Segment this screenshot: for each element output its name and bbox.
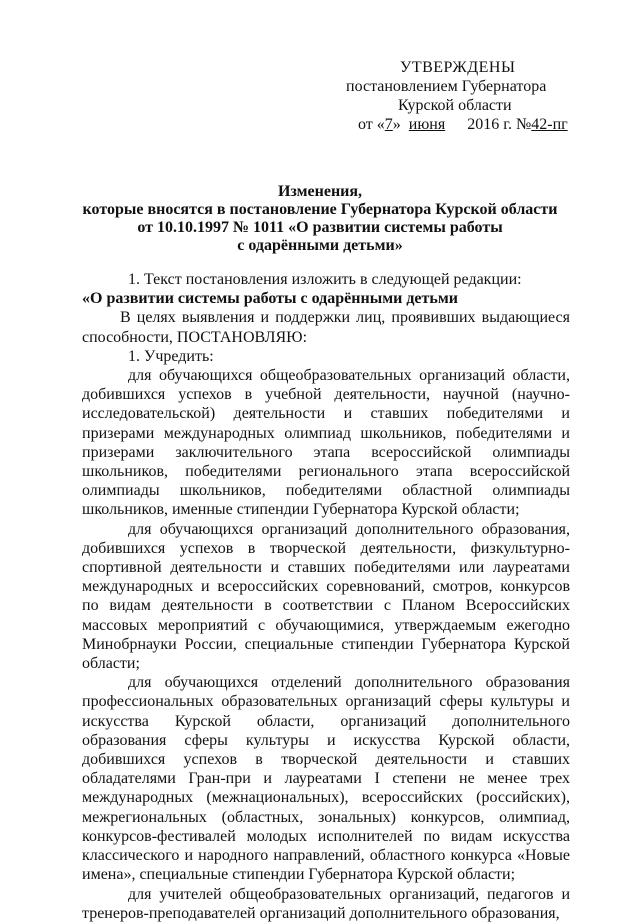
date-year: 2016 г. № — [467, 116, 532, 133]
paragraph-5: для обучающихся общеобразовательных организаций области, добившихся успехов в учебной деятельности, научной (научно-исследовательской) деятельности и ставших победителями и призерами международных олимпиад школьников, победителями и призерами заключительного этапа всероссийской олимпиады школьников, победителями регионального этапа всероссийской олимпиады школьников, победителями областной олимпиады школьников, именные стипендии Губернатора Курской области; — [82, 367, 570, 519]
paragraph-2-title: «О развитии системы работы с одарёнными детьми — [82, 290, 458, 308]
paragraph-7: для обучающихся отделений дополнительного образования профессиональных образовательных организаций сферы культуры и искусства Курской области, организаций дополнительного образования сферы культуры и искусства Курской области, добившихся успехов в творческой деятельности и ставших обладателями Гран-при и лауреатами I степени не менее трех международных (межнациональных), всероссийских (российских), межрегиональных (областных, зональных) конкурсов, олимпиад, конкурсов-фестивалей молодых исполнителей по видам искусства классического и народного направлений, областного конкурса «Новые имена», специальные стипендии Губернатора Курской области; — [82, 674, 570, 884]
date-day: 7 — [384, 116, 393, 133]
heading-line-4: с одарёнными детьми» — [237, 237, 403, 254]
date-prefix: от « — [358, 116, 385, 133]
paragraph-1: 1. Текст постановления изложить в следующей редакции: — [128, 271, 522, 288]
document-heading — [60, 183, 580, 255]
heading-line-1: Изменения, — [277, 183, 363, 200]
paragraph-3: В целях выявления и поддержки лиц, проявивших выдающиеся способности, ПОСТАНОВЛЯЮ: — [82, 309, 570, 346]
heading-line-3: от 10.10.1997 № 1011 «О развитии системы работы — [137, 219, 503, 236]
paragraph-6: для обучающихся организаций дополнительного образования, добившихся успехов в творческой деятельности, физкультурно-спортивной деятельности и ставших победителями или лауреатами международных и всероссийских соревнований, смотров, конкурсов по видам деятельности в соответствии с Планом Всероссийских массовых мероприятий с обучающимися, утверждаемым ежегодно Минобрнауки России, специальные стипендии Губернатора Курской области; — [82, 520, 570, 673]
approval-date — [330, 115, 620, 134]
approval-by: постановлением Губернатора — [346, 78, 547, 95]
paragraph-8: для учителей общеобразовательных организаций, педагогов и тренеров-преподавателей организаций дополнительного образования, — [82, 885, 570, 922]
approval-region: Курской области — [398, 97, 512, 114]
heading-line-2: которые вносятся в постановление Губернатора Курской области — [82, 201, 558, 218]
approval-block — [330, 58, 620, 134]
date-mid: » — [392, 116, 405, 133]
paragraph-4: 1. Учредить: — [128, 347, 214, 365]
date-number: 42-пг — [531, 116, 568, 133]
date-month: июня — [408, 116, 446, 133]
approval-title: УТВЕРЖДЕНЫ — [400, 59, 516, 76]
document-body — [82, 270, 570, 923]
